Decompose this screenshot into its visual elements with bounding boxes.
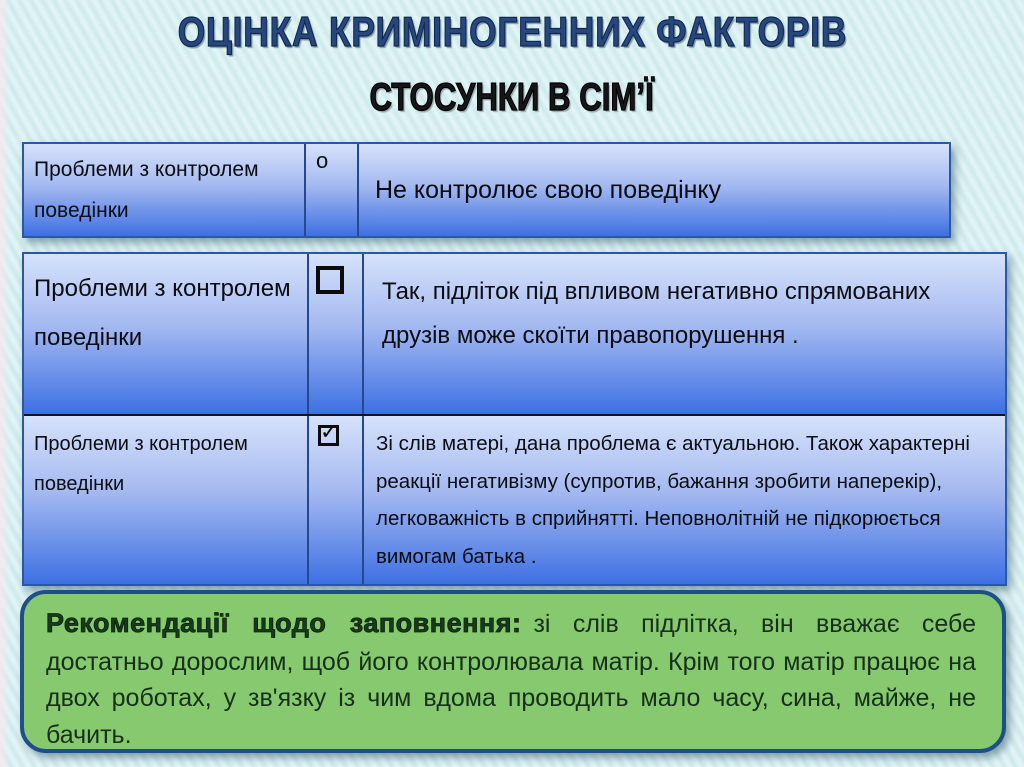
recommendation-label: Рекомендації щодо заповнення: — [46, 608, 522, 638]
description-cell — [362, 254, 1005, 414]
assessment-table-2 — [22, 252, 1007, 586]
table-row — [24, 414, 1005, 584]
page-title: ОЦІНКА КРИМІНОГЕННИХ ФАКТОРІВ — [177, 8, 847, 55]
description-cell — [357, 144, 949, 236]
table-row — [24, 144, 949, 236]
table-row — [24, 254, 1005, 414]
description-text: Не контролює свою поведінку — [375, 175, 722, 204]
factor-cell: Проблеми з контролем поведінки — [34, 275, 291, 352]
description-cell — [362, 416, 1005, 584]
slide-title-container — [0, 8, 1024, 56]
marker-cell — [307, 254, 362, 414]
description-text: Так, підліток під впливом негативно спрямованих друзів може скоїти правопорушення . — [382, 278, 931, 349]
recommendation-box — [20, 590, 1006, 753]
marker-cell — [307, 416, 362, 584]
check-mark-icon: ✓ — [320, 419, 339, 444]
factor-cell: Проблеми з контролем поведінки — [34, 158, 259, 222]
page-subtitle: СТОСУНКИ В СІМ’Ї — [369, 76, 655, 119]
factor-cell: Проблеми з контролем поведінки — [34, 433, 248, 495]
slide-subtitle-container — [0, 76, 1024, 120]
marker-letter: о — [316, 148, 329, 173]
recommendation-paragraph — [46, 604, 976, 754]
assessment-table-1 — [22, 142, 951, 238]
description-text: Зі слів матері, дана проблема є актуальною. Також характерні реакції негативізму (супротив, бажання зробити наперекір), легковажність в сприйнятті. Неповнолітній не підкорюється вимогам батька . — [376, 432, 970, 569]
recommendation-text: зі слів підлітка, він вважає себе достатньо дорослим, щоб його контролювала матір. Крім того матір працює на двох роботах, у зв'язку із чим вдома проводить мало часу, сина, майже, не бачить. — [46, 610, 976, 750]
checkbox-unchecked-icon — [316, 266, 344, 294]
marker-cell — [304, 144, 357, 236]
checkbox-checked-icon — [318, 419, 339, 446]
